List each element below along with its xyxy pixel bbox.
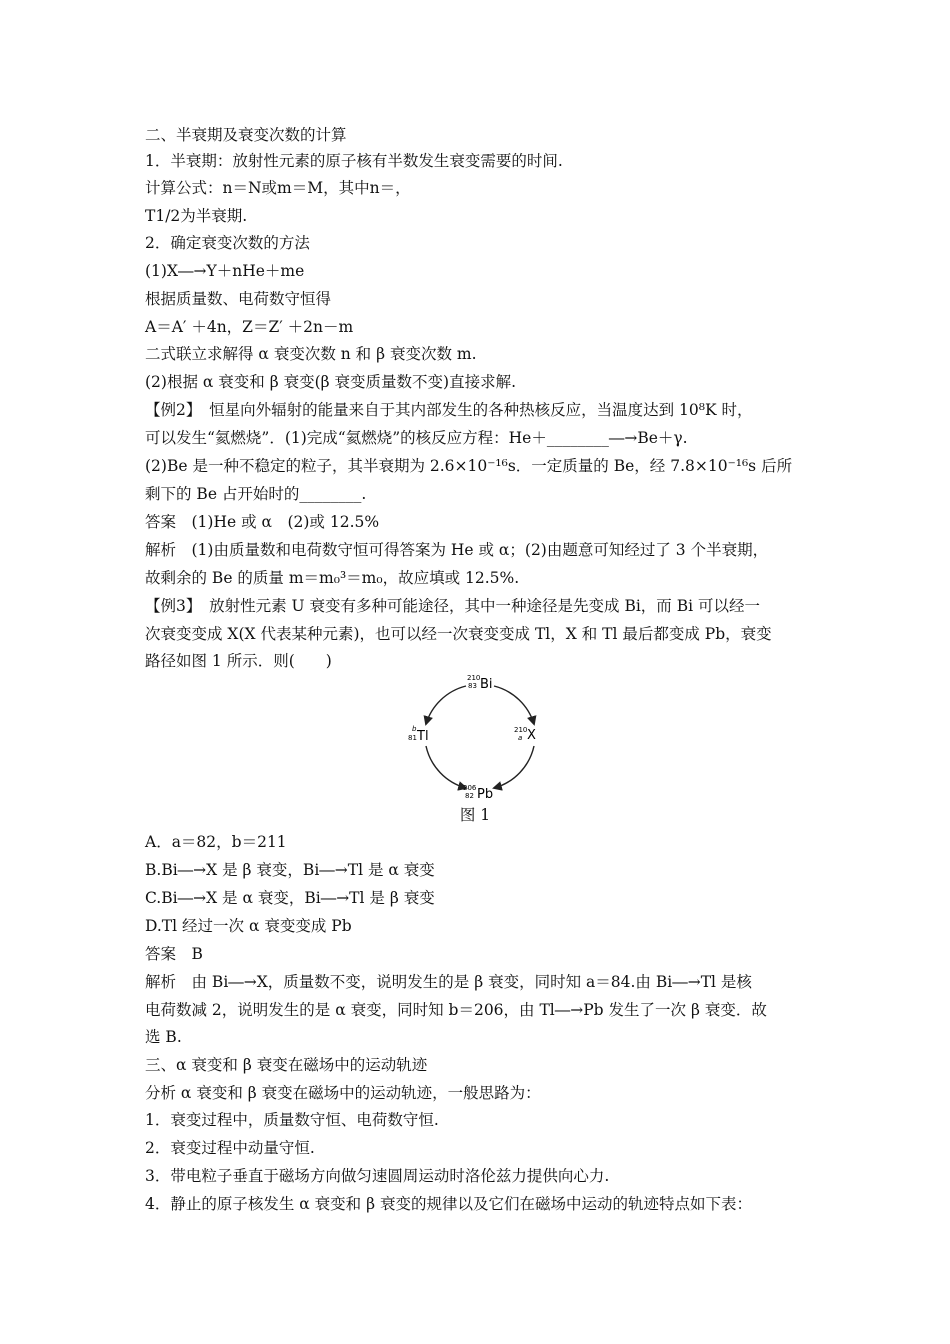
text-line: 计算公式：n＝N或m＝M，其中n＝， [145, 179, 411, 197]
answer-line: 答案 B [145, 945, 203, 963]
text-line: 3．带电粒子垂直于磁场方向做匀速圆周运动时洛伦兹力提供向心力. [145, 1167, 610, 1185]
option-c: C.Bi―→X 是 α 衰变，Bi―→Tl 是 β 衰变 [145, 889, 435, 907]
example-2-label: 【例2】 恒星向外辐射的能量来自于其内部发生的各种热核反应，当温度达到 10⁸K 时， [145, 401, 753, 419]
text-line: T1/2为半衰期. [145, 207, 248, 225]
x-symbol: X [527, 728, 536, 743]
answer-line: 答案 (1)He 或 α (2)或 12.5% [145, 513, 380, 531]
section-heading-half-life: 二、半衰期及衰变次数的计算 [145, 126, 347, 144]
x-charge-number: a [518, 734, 523, 742]
text-line: 分析 α 衰变和 β 衰变在磁场中的运动轨迹，一般思路为： [145, 1084, 541, 1102]
text-line: 剩下的 Be 占开始时的________. [145, 485, 367, 503]
analysis-line: 解析 由 Bi―→X，质量数不变，说明发生的是 β 衰变，同时知 a＝84.由 Bi―→Tl 是核 [145, 973, 752, 991]
figure-caption: 图 1 [459, 806, 491, 824]
text-line: 故剩余的 Be 的质量 m＝m₀³＝m₀，故应填或 12.5%. [145, 569, 520, 587]
text-line: 路径如图 1 所示．则( ) [145, 652, 332, 670]
pb-mass-number: 206 [463, 784, 477, 792]
section-heading-trajectories: 三、α 衰变和 β 衰变在磁场中的运动轨迹 [145, 1056, 428, 1074]
decay-cycle-figure [400, 672, 560, 802]
arc-bi-to-x [494, 686, 534, 724]
bi-mass-number: 210 [467, 674, 481, 682]
text-line: 1．衰变过程中，质量数守恒、电荷数守恒. [145, 1111, 439, 1129]
text-line: 二式联立求解得 α 衰变次数 n 和 β 衰变次数 m. [145, 345, 477, 363]
text-line: 可以发生“氦燃烧”．(1)完成“氦燃烧”的核反应方程：He＋________―→Be＋γ. [145, 429, 688, 447]
tl-mass-number: b [412, 725, 417, 733]
text-line: 次衰变变成 X(X 代表某种元素)，也可以经一次衰变变成 Tl，X 和 Tl 最后都变成 Pb，衰变 [145, 625, 772, 643]
pb-symbol: Pb [477, 787, 494, 802]
arc-x-to-pb [494, 746, 534, 788]
text-line: 2．确定衰变次数的方法 [145, 234, 310, 252]
example-3-label: 【例3】 放射性元素 U 衰变有多种可能途径，其中一种途径是先变成 Bi，而 Bi 可以经一 [145, 597, 761, 615]
tl-symbol: Tl [417, 729, 429, 744]
analysis-line: 解析 (1)由质量数和电荷数守恒可得答案为 He 或 α；(2)由题意可知经过了 3 个半衰期， [145, 541, 769, 559]
option-d: D.Tl 经过一次 α 衰变变成 Pb [145, 917, 352, 935]
text-line: A＝A′ ＋4n，Z＝Z′ ＋2n－m [145, 318, 354, 336]
text-line: 选 B. [145, 1028, 182, 1046]
text-line: (1)X―→Y＋nHe＋me [145, 262, 305, 280]
text-line: 4．静止的原子核发生 α 衰变和 β 衰变的规律以及它们在磁场中运动的轨迹特点如下表： [145, 1195, 753, 1213]
arc-bi-to-tl [426, 686, 466, 724]
decay-cycle-diagram [400, 672, 560, 802]
bi-symbol: Bi [480, 677, 493, 692]
text-line: 根据质量数、电荷数守恒得 [145, 290, 332, 308]
text-line: 电荷数减 2，说明发生的是 α 衰变，同时知 b＝206，由 Tl―→Pb 发生了一次 β 衰变．故 [145, 1001, 767, 1019]
tl-charge-number: 81 [408, 734, 417, 742]
text-line: (2)根据 α 衰变和 β 衰变(β 衰变质量数不变)直接求解. [145, 373, 517, 391]
text-line: 2．衰变过程中动量守恒. [145, 1139, 315, 1157]
text-line: 1．半衰期：放射性元素的原子核有半数发生衰变需要的时间. [145, 152, 563, 170]
pb-charge-number: 82 [465, 792, 474, 800]
x-mass-number: 210 [514, 726, 528, 734]
option-b: B.Bi―→X 是 β 衰变，Bi―→Tl 是 α 衰变 [145, 861, 435, 879]
option-a: A．a＝82，b＝211 [145, 833, 287, 851]
text-line: (2)Be 是一种不稳定的粒子，其半衰期为 2.6×10⁻¹⁶s．一定质量的 Be，经 7.8×10⁻¹⁶s 后所 [145, 457, 793, 475]
bi-charge-number: 83 [468, 682, 477, 690]
arc-tl-to-pb [426, 746, 466, 788]
